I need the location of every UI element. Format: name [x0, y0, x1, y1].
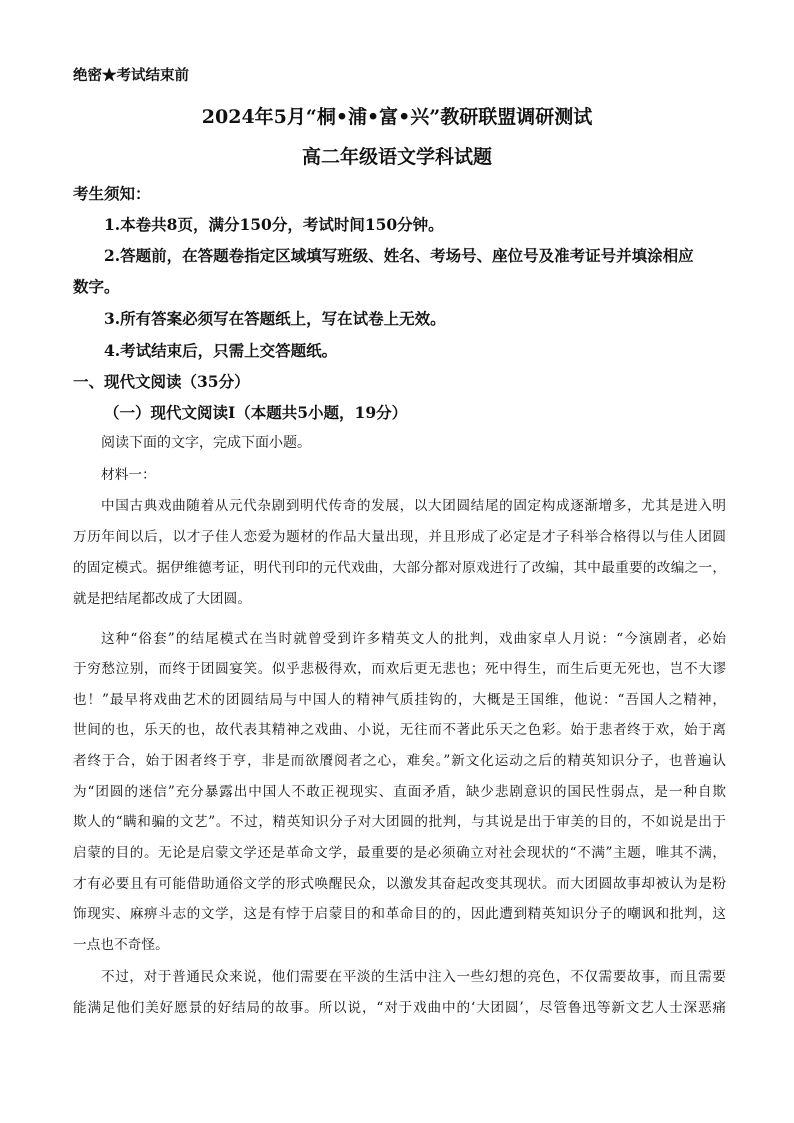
notice-item-1: 1.本卷共8页，满分150分，考试时间150分钟。 [104, 215, 444, 234]
exam-subtitle: 高二年级语文学科试题 [301, 146, 492, 168]
paragraph-line: 这种“俗套”的结尾模式在当时就曾受到许多精英文人的批判，戏曲家卓人月说：“今演剧者，必始 [101, 631, 726, 647]
notice-item-2: 2.答题前，在答题卷指定区域填写班级、姓名、考场号、座位号及准考证号并填涂相应 [104, 246, 694, 265]
paragraph-line: 一点也不奇怪。 [73, 937, 169, 953]
confidential-label: 绝密★考试结束前 [73, 67, 189, 84]
paragraph-line: 世间的也，乐天的也，故代表其精神之戏曲、小说，无往而不著此乐天之色彩。始于悲者终于欢，始于离 [73, 722, 726, 738]
paragraph-line: 于穷愁泣别，而终于团圆宴笑。似乎悲极得欢，而欢后更无悲也；死中得生，而生后更无死也，岂不大谬 [73, 661, 726, 677]
reading-instruction: 阅读下面的文字，完成下面小题。 [101, 435, 311, 451]
paragraph-line: 启蒙的目的。无论是启蒙文学还是革命文学，最重要的是必须确立对社会现状的“不满”主题，唯其不满， [73, 845, 726, 861]
paragraph-line: 才有必要且有可能借助通俗文学的形式唤醒民众，以激发其奋起改变其现状。而大团圆故事却被认为是粉 [73, 876, 726, 892]
section-heading: 一、现代文阅读（35分） [73, 372, 250, 391]
paragraph-line: 能满足他们美好愿景的好结局的故事。所以说，“对于戏曲中的‘大团圆’，尽管鲁迅等新文艺人士深恶痛 [73, 1000, 726, 1016]
paragraph-line: 不过，对于普通民众来说，他们需要在平淡的生活中注入一些幻想的亮色，不仅需要故事，而且需要 [101, 969, 726, 985]
subsection-heading: （一）现代文阅读Ⅰ（本题共5小题，19分） [104, 403, 408, 422]
notice-item-2-cont: 数字。 [73, 277, 120, 296]
notice-item-3: 3.所有答案必须写在答题纸上，写在试卷上无效。 [104, 309, 446, 328]
paragraph-line: 就是把结尾都改成了大团圆。 [73, 591, 252, 607]
paragraph-line: 万历年间以后，以才子佳人恋爱为题材的作品大量出现，并且形成了必定是才子科举合格得以与佳人团圆 [73, 529, 726, 545]
notice-heading: 考生须知： [73, 184, 151, 203]
exam-title: 2024年5月“桐•浦•富•兴”教研联盟调研测试 [201, 106, 593, 128]
paragraph-line: 也！”最早将戏曲艺术的团圆结局与中国人的精神气质挂钩的，大概是王国维，他说：“吾国人之精神， [73, 692, 726, 708]
paragraph-line: 为“团圆的迷信”充分暴露出中国人不敢正视现实、直面矛盾，缺少悲剧意识的国民性弱点，是一种自欺 [73, 784, 726, 800]
paragraph-line: 饰现实、麻痹斗志的文学，这是有悖于启蒙目的和革命目的的，因此遭到精英知识分子的嘲讽和批判，这 [73, 906, 726, 922]
paragraph-line: 欺人的“瞒和骗的文艺”。不过，精英知识分子对大团圆的批判，与其说是出于审美的目的，不如说是出于 [73, 814, 726, 830]
material-label: 材料一： [101, 467, 156, 483]
paragraph-line: 者终于合，始于困者终于亨，非是而欲餍阅者之心，难矣。”新文化运动之后的精英知识分子，也普遍认 [73, 753, 726, 769]
paragraph-line: 的固定模式。据伊维德考证，明代刊印的元代戏曲，大部分都对原戏进行了改编，其中最重要的改编之一， [73, 560, 726, 576]
paragraph-line: 中国古典戏曲随着从元代杂剧到明代传奇的发展，以大团圆结尾的固定构成逐渐增多，尤其是进入明 [101, 498, 726, 514]
notice-item-4: 4.考试结束后，只需上交答题纸。 [104, 341, 338, 360]
